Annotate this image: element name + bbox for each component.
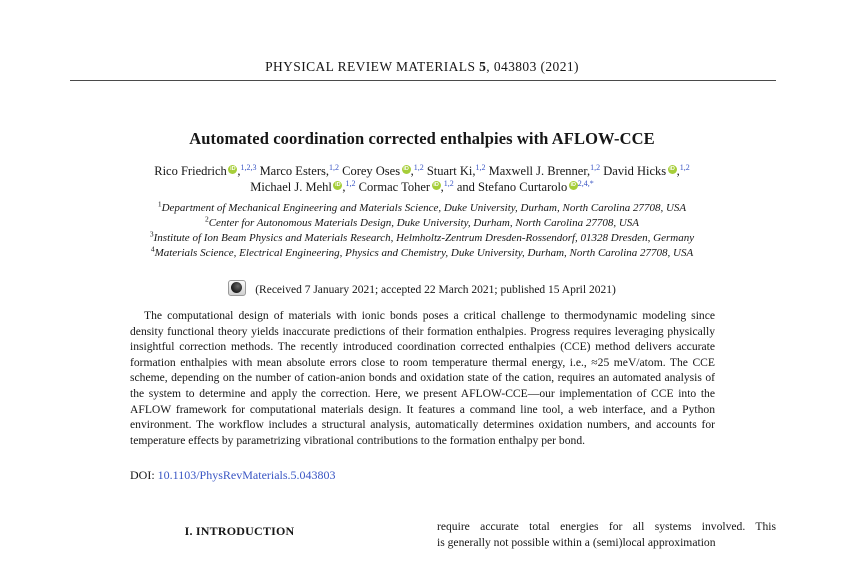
author <box>603 164 689 178</box>
author-separator: , <box>342 179 346 194</box>
author-separator: , <box>325 164 329 178</box>
author-affiliation-sup: 1,2 <box>345 178 356 188</box>
doi-line <box>130 468 844 483</box>
author <box>250 180 355 194</box>
orcid-icon[interactable]: iD <box>403 166 409 172</box>
section-heading-introduction: I. INTRODUCTION <box>184 524 295 539</box>
orcid-icon[interactable]: iD <box>335 181 341 188</box>
author <box>260 164 339 178</box>
author-affiliation-sup: 1,2 <box>475 162 486 172</box>
author-separator: , <box>440 179 444 194</box>
author <box>457 180 594 194</box>
author <box>154 164 256 178</box>
author-name: Maxwell J. Brenner <box>488 164 588 178</box>
author <box>489 164 601 178</box>
journal-name: PHYSICAL REVIEW MATERIALS <box>265 59 480 74</box>
author-name: David Hicks <box>603 164 667 178</box>
author-affiliation-sup: 1,2 <box>443 178 454 188</box>
author-separator: , <box>676 164 680 178</box>
affiliation-text: Institute of Ion Beam Physics and Materials Research, Helmholtz-Zentrum Dresden-Rossendorf, 01328 Dresden, Germany <box>153 232 695 244</box>
right-column <box>437 519 776 550</box>
author-separator: , <box>587 164 591 178</box>
orcid-icon[interactable]: iD <box>570 181 576 188</box>
journal-header <box>0 0 844 75</box>
author-affiliation-sup: 1,2 <box>328 162 339 172</box>
affiliation-number: 1 <box>157 199 162 209</box>
affiliation-list <box>0 201 844 261</box>
author-line-2 <box>0 180 844 196</box>
affiliation-text: Department of Mechanical Engineering and Materials Science, Duke University, Durham, North Carolina 27708, USA <box>161 202 687 214</box>
affiliation-text: Center for Autonomous Materials Design, Duke University, Durham, North Carolina 27708, USA <box>208 217 640 229</box>
orcid-icon[interactable]: iD <box>230 166 236 172</box>
journal-issue-info: , 043803 (2021) <box>486 59 579 74</box>
received-text: (Received 7 January 2021; accepted 22 March 2021; published 15 April 2021) <box>255 284 616 296</box>
received-line <box>0 280 844 296</box>
body-text-line: is generally not possible within a (semi)local approximation <box>437 535 716 549</box>
body-text-line: require accurate total energies for all systems involved. This <box>437 520 776 534</box>
author-name: Stuart Ki <box>426 164 473 178</box>
affiliation <box>0 246 844 261</box>
author-name: Michael J. Mehl <box>250 179 332 194</box>
affiliation <box>0 231 844 246</box>
author-name: Cormac Toher <box>358 179 431 194</box>
affiliation <box>0 216 844 231</box>
header-rule <box>70 80 776 81</box>
body-columns <box>70 519 776 550</box>
author-name: Marco Esters <box>259 164 326 178</box>
crossmark-check-updates-icon[interactable] <box>228 280 246 296</box>
affiliation-text: Materials Science, Electrical Engineering, Physics and Chemistry, Duke University, Durham, North Carolina 27708, USA <box>154 247 694 259</box>
orcid-icon[interactable]: iD <box>433 181 439 188</box>
doi-label: DOI: <box>130 468 155 483</box>
author-name: Corey Oses <box>342 164 401 178</box>
author-affiliation-sup: 2,4,* <box>577 178 594 188</box>
affiliation-number: 3 <box>149 229 154 239</box>
author-affiliation-sup: 1,2 <box>679 162 690 172</box>
article-title: Automated coordination corrected enthalpies with AFLOW-CCE <box>189 129 655 148</box>
author-separator: , <box>472 164 476 178</box>
left-column <box>70 519 409 550</box>
author-name: Rico Friedrich <box>154 164 227 178</box>
author <box>342 164 424 178</box>
author-lead: and <box>456 179 478 194</box>
journal-volume: 5 <box>479 59 487 74</box>
doi-link[interactable]: 10.1103/PhysRevMaterials.5.043803 <box>157 468 336 483</box>
author-name: Stefano Curtarolo <box>478 179 568 194</box>
affiliation-number: 4 <box>150 244 155 254</box>
author-separator: , <box>237 164 241 178</box>
author <box>427 164 486 178</box>
affiliation <box>0 201 844 216</box>
author-affiliation-sup: 1,2 <box>590 162 601 172</box>
author-separator: , <box>410 164 414 178</box>
abstract: The computational design of materials with ionic bonds poses a critical challenge to thermodynamic modeling since density functional theory yields inaccurate predictions of their formation enthalpies. Progress requires leveraging physically insightful correction methods. The recently introduced coordination corrected enthalpies (CCE) method delivers accurate formation enthalpies with mean absolute errors close to room temperature thermal energy, i.e., ≈25 meV/atom. The CCE scheme, depending on the number of cation-anion bonds and oxidation state of the cation, requires an automated analysis of the system to determine and apply the correction. Here, we present AFLOW-CCE—our implementation of CCE into the AFLOW framework for computational materials design. It features a command line tool, a web interface, and a Python environment. The workflow includes a structural analysis, automatically determines oxidation numbers, and accounts for temperature effects by parametrizing vibrational contributions to the formation enthalpy per bond. <box>130 309 715 447</box>
author <box>359 180 454 194</box>
author-affiliation-sup: 1,2 <box>413 162 424 172</box>
orcid-icon[interactable]: iD <box>669 166 675 172</box>
author-affiliation-sup: 1,2,3 <box>240 162 257 172</box>
affiliation-number: 2 <box>204 214 209 224</box>
author-line-1 <box>0 164 844 180</box>
author-list <box>0 164 844 195</box>
